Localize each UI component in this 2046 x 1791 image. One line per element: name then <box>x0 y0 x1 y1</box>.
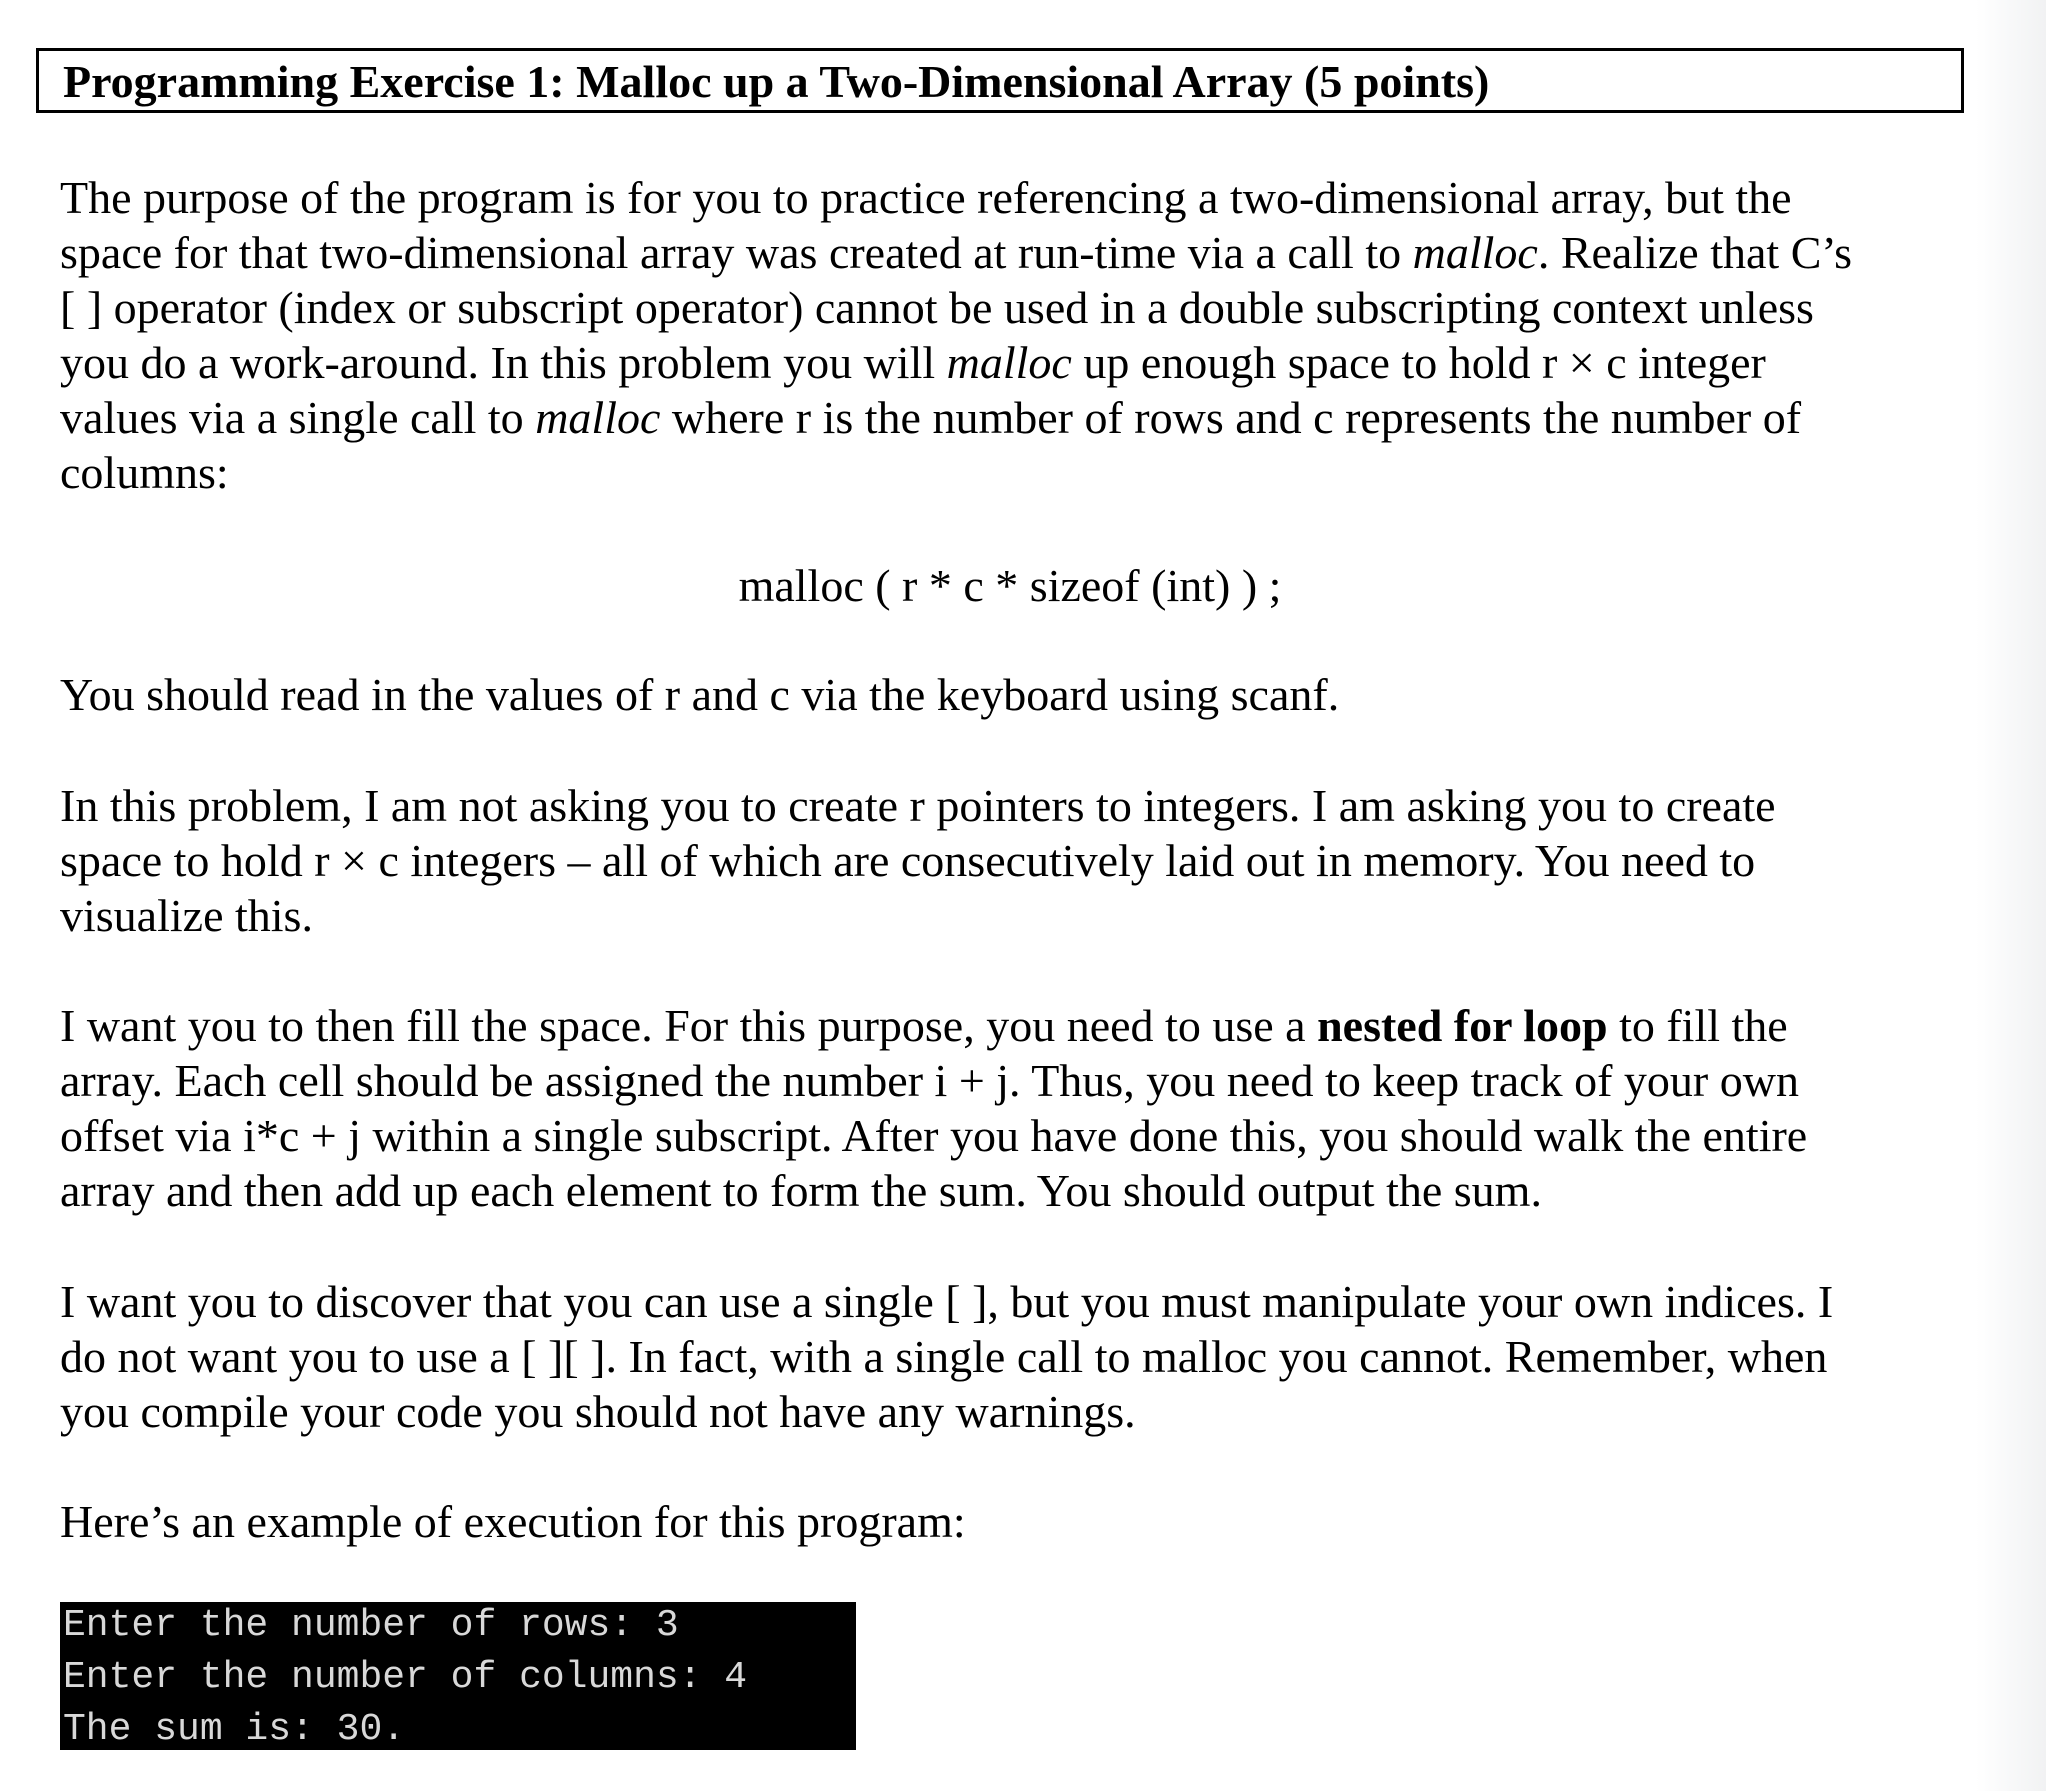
intro-line-6: columns: <box>60 447 229 498</box>
memory-line-2: space to hold r × c integers – all of which are consecutively laid out in memory. You need to <box>60 835 1756 886</box>
indices-line-2: do not want you to use a [ ][ ]. In fact, with a single call to malloc you cannot. Remember, when <box>60 1331 1828 1382</box>
example-intro-paragraph <box>60 1494 1960 1549</box>
intro-line-3: [ ] operator (index or subscript operator) cannot be used in a double subscripting context unless <box>60 282 1814 333</box>
fill-line-4: array and then add up each element to form the sum. You should output the sum. <box>60 1165 1542 1216</box>
intro-line-1: The purpose of the program is for you to practice referencing a two-dimensional array, but the <box>60 172 1792 223</box>
page-edge-shadow <box>1976 0 2046 1791</box>
intro-line-4: you do a work-around. In this problem you will malloc up enough space to hold r × c integer <box>60 337 1766 388</box>
exercise-title-box <box>36 48 1964 113</box>
malloc-term: malloc <box>1412 227 1538 278</box>
intro-line-5: values via a single call to malloc where r is the number of rows and c represents the number of <box>60 392 1802 443</box>
fill-line-1: I want you to then fill the space. For this purpose, you need to use a nested for loop to fill the <box>60 1000 1788 1051</box>
fill-line-3: offset via i*c + j within a single subscript. After you have done this, you should walk the entire <box>60 1110 1808 1161</box>
indices-line-3: you compile your code you should not have any warnings. <box>60 1386 1136 1437</box>
terminal-output <box>60 1602 856 1750</box>
scanf-paragraph <box>60 667 1960 722</box>
nested-for-loop-term: nested for loop <box>1317 1000 1608 1051</box>
terminal-line-rows: Enter the number of rows: 3 <box>63 1604 679 1647</box>
indices-paragraph <box>60 1274 1960 1439</box>
example-intro-line: Here’s an example of execution for this program: <box>60 1496 966 1547</box>
malloc-term: malloc <box>535 392 661 443</box>
memory-line-3: visualize this. <box>60 890 313 941</box>
exercise-title: Programming Exercise 1: Malloc up a Two-Dimensional Array (5 points) <box>63 56 1490 107</box>
intro-line-2: space for that two-dimensional array was created at run-time via a call to malloc. Realize that C’s <box>60 227 1853 278</box>
malloc-formula: malloc ( r * c * sizeof (int) ) ; <box>738 560 1282 611</box>
terminal-line-columns: Enter the number of columns: 4 <box>63 1656 748 1699</box>
terminal-line-sum: The sum is: 30. <box>63 1708 406 1751</box>
indices-line-1: I want you to discover that you can use a single [ ], but you must manipulate your own indices. I <box>60 1276 1834 1327</box>
memory-line-1: In this problem, I am not asking you to create r pointers to integers. I am asking you to create <box>60 780 1776 831</box>
fill-line-2: array. Each cell should be assigned the number i + j. Thus, you need to keep track of your own <box>60 1055 1799 1106</box>
scanf-line-1: You should read in the values of r and c via the keyboard using scanf. <box>60 669 1340 720</box>
malloc-term: malloc <box>946 337 1072 388</box>
fill-paragraph <box>60 998 1960 1218</box>
memory-paragraph <box>60 778 1960 943</box>
intro-paragraph <box>60 170 1960 500</box>
